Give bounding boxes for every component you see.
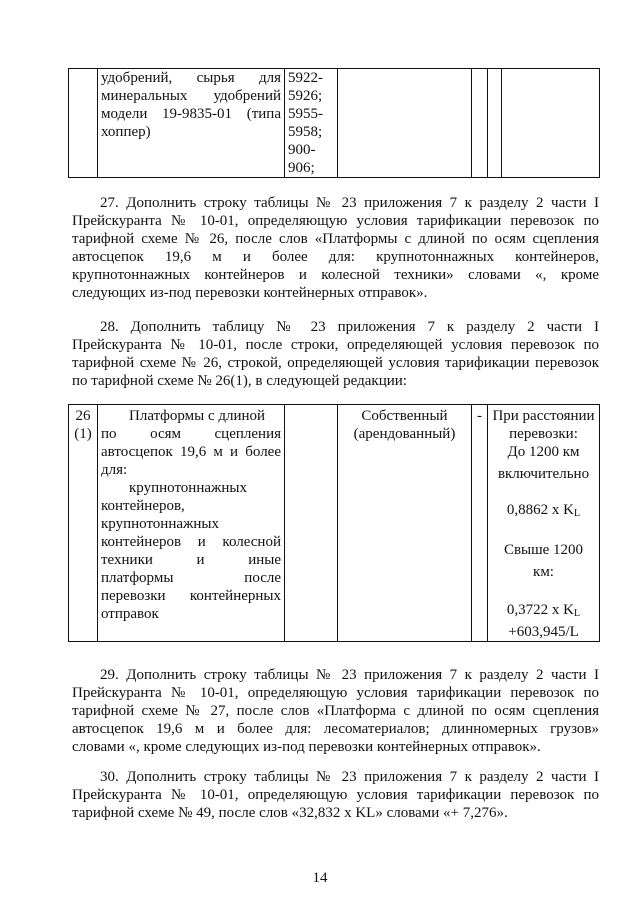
ownership-line: Собственный bbox=[361, 408, 448, 424]
table-cell-description bbox=[98, 405, 285, 642]
rate-text: При расстоянии bbox=[492, 408, 595, 424]
rate-value-2: 0,3722 х $K_L$ bbox=[506, 602, 581, 619]
paragraph-line: следующих из-под перевозки контейнерных отправок». bbox=[72, 285, 428, 301]
paragraph-line: автосцепок 19,6 м и более для: лесоматериалов; длинномерных грузов» bbox=[72, 721, 599, 737]
table-cell-empty bbox=[285, 405, 338, 642]
code-line: 906; bbox=[288, 160, 315, 176]
table-row bbox=[69, 405, 600, 642]
scheme-number: 26 bbox=[75, 408, 91, 424]
paragraph-line: тарифной схеме № 27, после слов «Платформа с длиной по осям сцепления bbox=[72, 703, 599, 719]
rate-text: До 1200 км bbox=[507, 444, 580, 460]
paragraph-line: автосцепок 19,6 м и более для: крупнотоннажных контейнеров, bbox=[72, 249, 599, 265]
table-row bbox=[69, 69, 600, 178]
table-cell-rates bbox=[488, 405, 600, 642]
table-cell-empty bbox=[472, 69, 488, 178]
table-cell-description bbox=[98, 69, 285, 178]
table-top-fragment bbox=[68, 68, 600, 178]
scheme-sub: (1) bbox=[74, 426, 92, 442]
description-line: крупнотоннажных bbox=[129, 480, 247, 496]
paragraph-line: Прейскуранта № 10-01, определяющую условия тарификации перевозок по bbox=[72, 685, 599, 701]
rate-value-3: +603,945/L bbox=[508, 624, 579, 640]
paragraph-line: Прейскуранта № 10-01, после строки, определяющей условия перевозок по bbox=[72, 337, 599, 353]
description-line: крупнотоннажных bbox=[101, 516, 219, 532]
table-cell-empty bbox=[338, 69, 472, 178]
paragraph-line: 28. Дополнить таблицу № 23 приложения 7 к разделу 2 части I bbox=[100, 319, 599, 335]
description-line: техники и иные bbox=[101, 552, 281, 568]
rate-value-1: 0,8862 х $K_L$ bbox=[506, 502, 581, 519]
paragraph-27 bbox=[72, 194, 599, 302]
page-number: 14 bbox=[312, 870, 328, 886]
paragraph-line: Прейскуранта № 10-01, определяющую условия тарификации перевозок по bbox=[72, 787, 599, 803]
description-line: контейнеров, bbox=[101, 498, 185, 514]
description-line: удобрений, сырья для bbox=[101, 70, 281, 86]
description-line: хоппер) bbox=[101, 124, 151, 140]
table-cell-ownership bbox=[338, 405, 472, 642]
rate-text: включительно bbox=[497, 466, 590, 482]
paragraph-line: тарифной схеме № 49, после слов «32,832 х KL» словами «+ 7,276». bbox=[72, 805, 508, 821]
table-scheme-26-1 bbox=[68, 404, 600, 642]
code-line: 900- bbox=[288, 142, 316, 158]
description-line: для: bbox=[101, 462, 128, 478]
code-line: 5922- bbox=[288, 70, 323, 86]
rate-text: км: bbox=[533, 564, 554, 580]
paragraph-line: 30. Дополнить строку таблицы № 23 приложения 7 к разделу 2 части I bbox=[100, 769, 599, 785]
description-line: автосцепок 19,6 м и более bbox=[101, 444, 281, 460]
description-line: по осям сцепления bbox=[101, 426, 281, 442]
code-line: 5958; bbox=[288, 124, 323, 140]
description-line: платформы после bbox=[101, 570, 281, 586]
description-line: перевозки контейнерных bbox=[101, 588, 281, 604]
table-cell-empty bbox=[488, 69, 502, 178]
paragraph-30 bbox=[72, 768, 599, 822]
code-line: 5926; bbox=[288, 88, 323, 104]
paragraph-line: 29. Дополнить строку таблицы № 23 приложения 7 к разделу 2 части I bbox=[100, 667, 599, 683]
table-cell-number bbox=[69, 69, 98, 178]
table-cell-scheme-number bbox=[69, 405, 98, 642]
paragraph-line: тарифной схеме № 26, строкой, определяющей условия тарификации перевозок bbox=[72, 355, 599, 371]
paragraph-line: крупнотоннажных контейнеров и колесной техники» словами «, кроме bbox=[72, 267, 599, 283]
table-cell-dash bbox=[472, 405, 488, 642]
description-line: минеральных удобрений bbox=[101, 88, 281, 104]
paragraph-line: словами «, кроме следующих из-под перевозки контейнерных отправок». bbox=[72, 739, 541, 755]
paragraph-28 bbox=[72, 318, 599, 390]
description-line: контейнеров и колесной bbox=[101, 534, 281, 550]
description-line: отправок bbox=[101, 606, 159, 622]
rate-text: перевозки: bbox=[509, 426, 578, 442]
code-line: 5955- bbox=[288, 106, 323, 122]
table-cell-codes bbox=[285, 69, 338, 178]
paragraph-line: Прейскуранта № 10-01, определяющую условия тарификации перевозок по bbox=[72, 213, 599, 229]
description-line: модели 19-9835-01 (типа bbox=[101, 106, 281, 122]
paragraph-line: 27. Дополнить строку таблицы № 23 приложения 7 к разделу 2 части I bbox=[100, 195, 599, 211]
table-cell-empty bbox=[502, 69, 600, 178]
ownership-line: (арендованный) bbox=[353, 426, 456, 442]
paragraph-line: по тарифной схеме № 26(1), в следующей редакции: bbox=[72, 373, 407, 389]
paragraph-29 bbox=[72, 666, 599, 756]
paragraph-line: тарифной схеме № 26, после слов «Платформы с длиной по осям сцепления bbox=[72, 231, 599, 247]
rate-text: Свыше 1200 bbox=[503, 542, 584, 558]
description-line: Платформы с длиной bbox=[129, 408, 266, 424]
dash-mark: - bbox=[477, 408, 482, 424]
